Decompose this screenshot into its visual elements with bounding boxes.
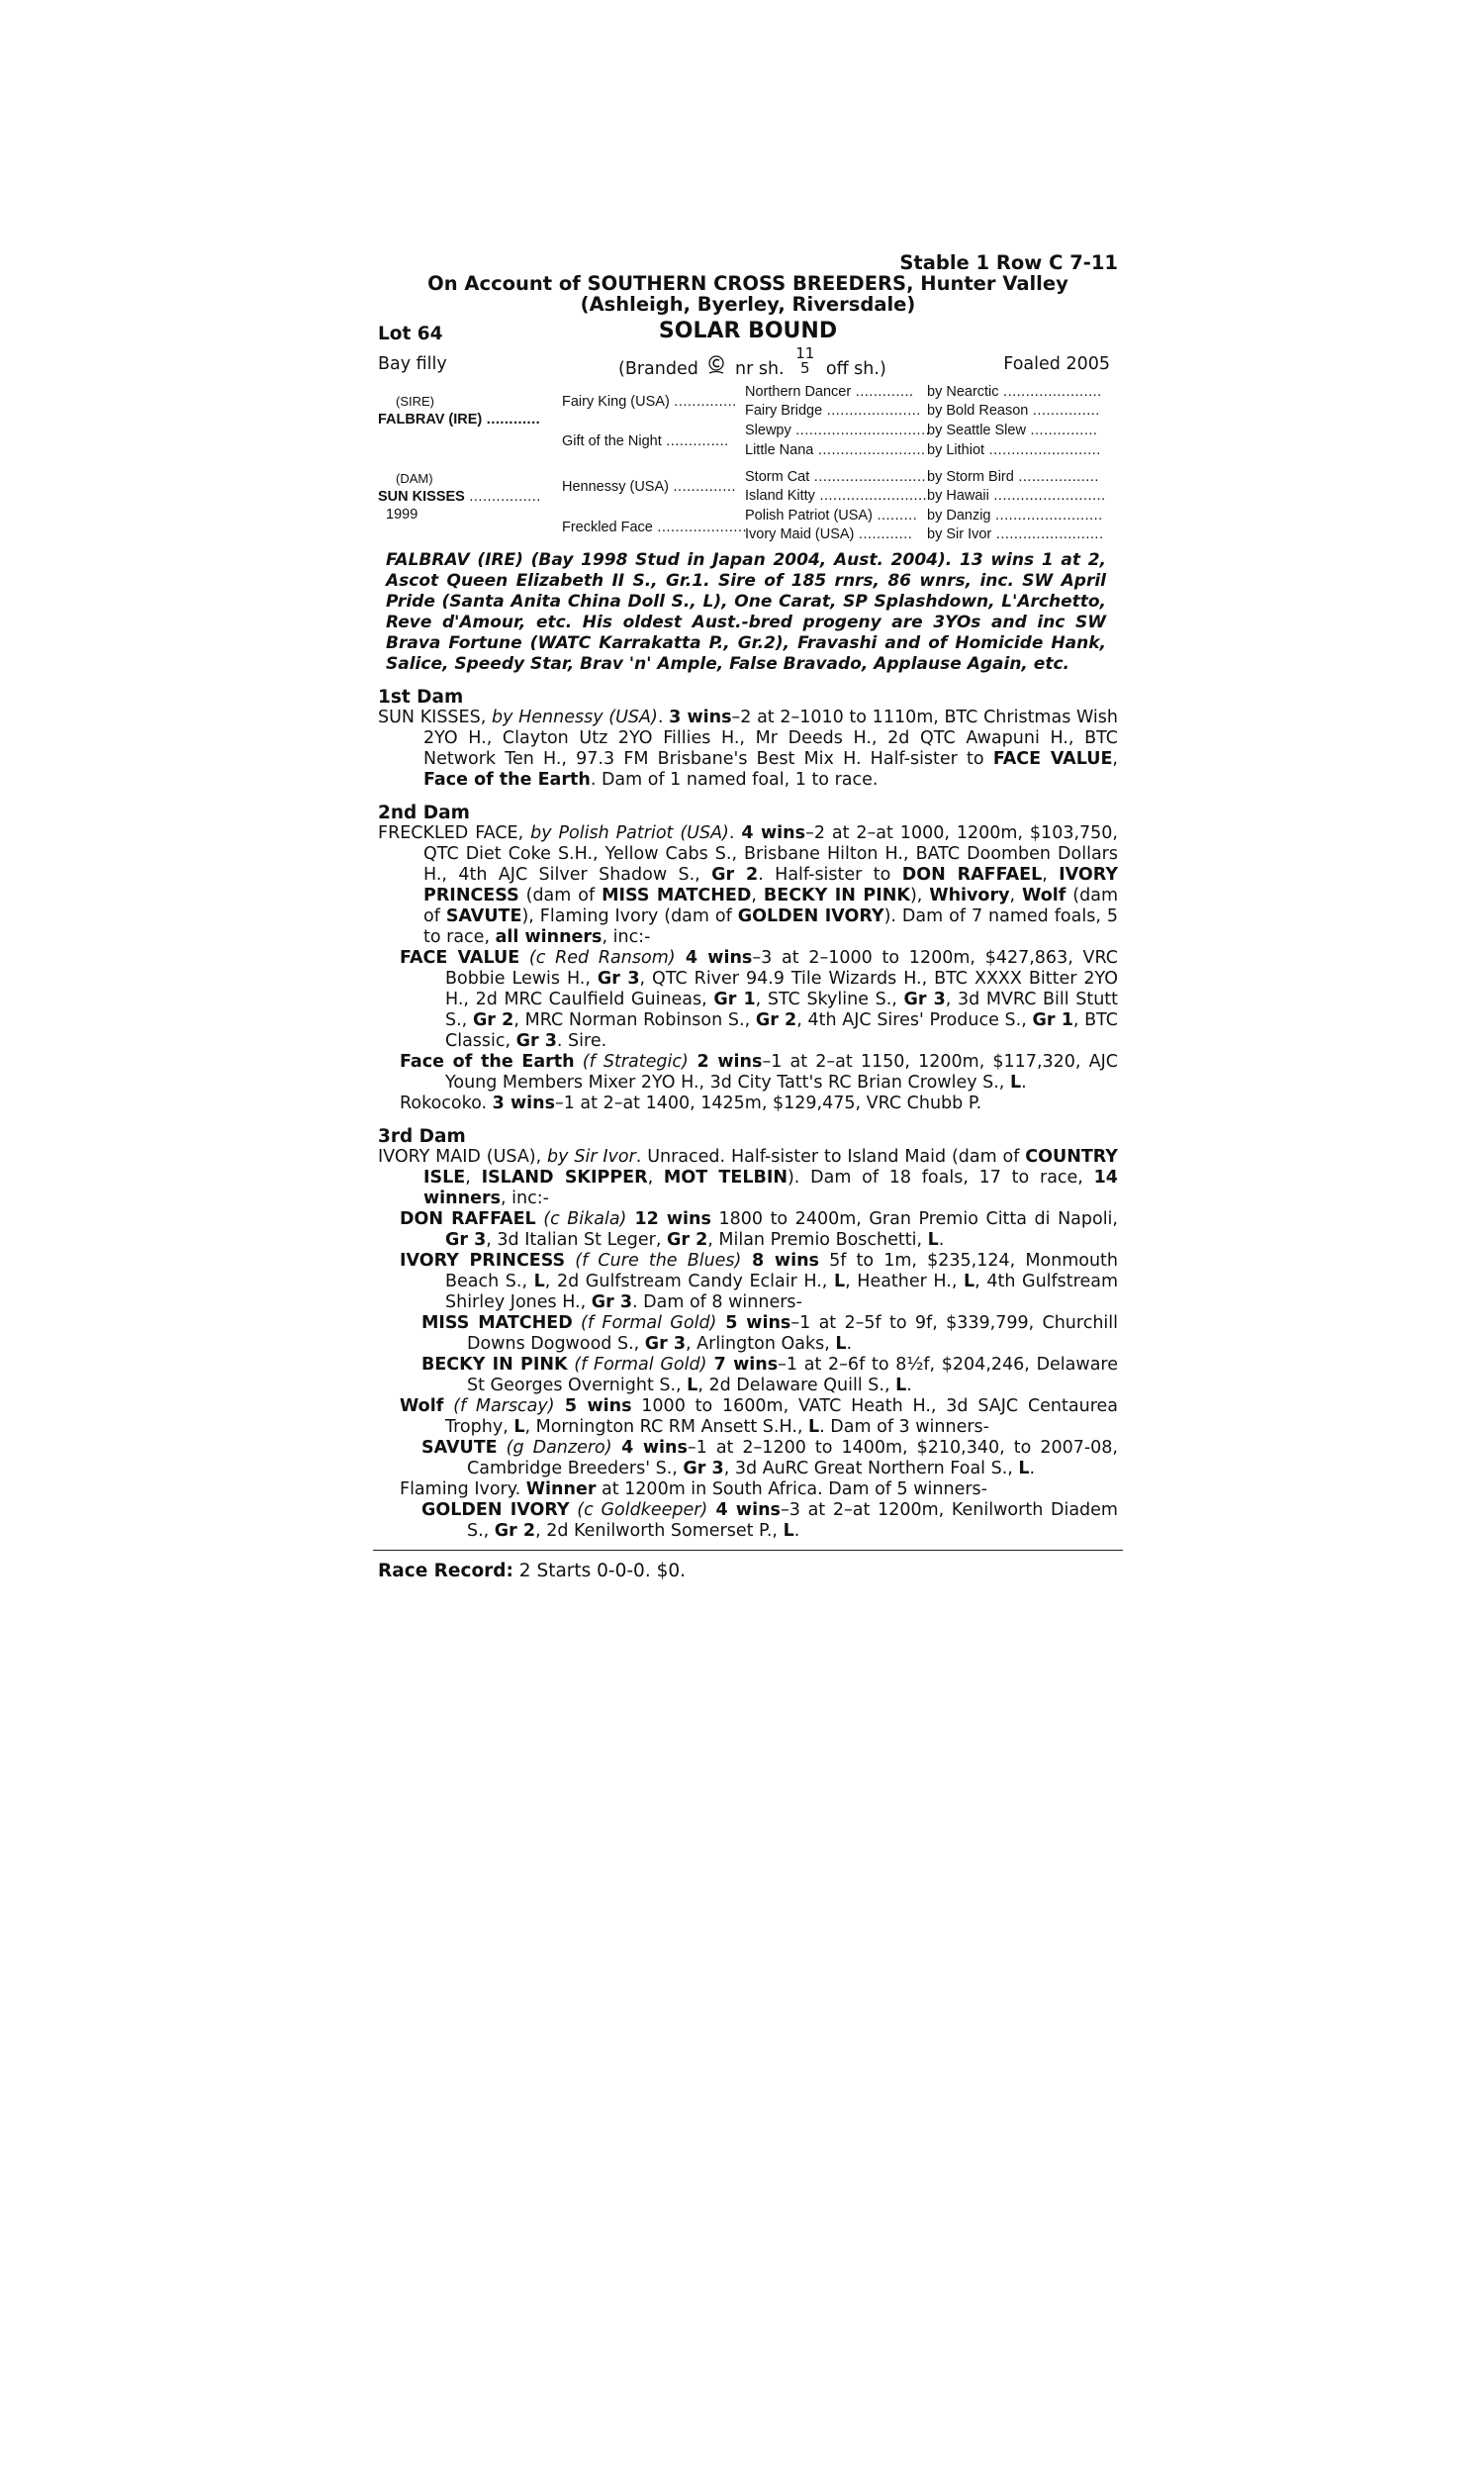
progeny-flaming-ivory: Flaming Ivory. Winner at 1200m in South Africa. Dam of 5 winners- (400, 1479, 987, 1499)
pedigree-g2-4: Freckled Face .................... (562, 520, 747, 535)
pedigree-g4-5: by Storm Bird .................. (927, 469, 1099, 485)
pedigree-g4-8: by Sir Ivor ........................ (927, 526, 1104, 542)
dam-tag: (DAM) (396, 471, 433, 486)
vendor-account: On Account of SOUTHERN CROSS BREEDERS, Hunter Valley (427, 272, 1068, 295)
progeny-becky-in-pink: BECKY IN PINK (f Formal Gold) 7 wins–1 at 2–6f to 8½f, $204,246, Delaware St Georges Overnight S., L, 2d Delaware Quill S., L. (421, 1355, 1119, 1395)
lot-number: Lot 64 (378, 324, 443, 344)
progeny-wolf: Wolf (f Marscay) 5 wins 1000 to 1600m, VATC Heath H., 3d SAJC Centaurea Trophy, L, Mornington RC RM Ansett S.H., L. Dam of 3 winners- (400, 1396, 1118, 1437)
pedigree-table (376, 384, 1120, 542)
sire-summary: FALBRAV (IRE) (Bay 1998 Stud in Japan 2004, Aust. 2004). 13 wins 1 at 2, Ascot Queen Elizabeth II S., Gr.1. Sire of 185 rnrs, 86 wnrs, inc. SW April Pride (Santa Anita China Doll S., L), One Carat, SP Splashdown, L'Archetto, Reve d'Amour, etc. His oldest Aust.-bred progeny are 3YOs and inc SW Brava Fortune (WATC Karrakatta P., Gr.2), Fravashi and of Homicide Hank, Salice, Speedy Star, Brav 'n' Ample, False Bravado, Applause Again, etc. (386, 550, 1106, 674)
pedigree-g3-3: Slewpy .............................. (745, 423, 931, 438)
pedigree-g3-8: Ivory Maid (USA) ............ (745, 526, 913, 542)
catalogue-page (376, 252, 1120, 1581)
pedigree-g4-4: by Lithiot ......................... (927, 442, 1101, 458)
pedigree-g4-1: by Nearctic ...................... (927, 384, 1102, 400)
third-dam-entry: IVORY MAID (USA), by Sir Ivor. Unraced. Half-sister to Island Maid (dam of COUNTRY ISLE, ISLAND SKIPPER, MOT TELBIN). Dam of 18 foals, 17 to race, 14 winners, inc:- (378, 1147, 1118, 1208)
stable-location: Stable 1 Row C 7-11 (899, 251, 1118, 274)
progeny-face-of-the-earth: Face of the Earth (f Strategic) 2 wins–1 at 2–at 1150, 1200m, $117,320, AJC Young Members Mixer 2YO H., 3d City Tatt's RC Brian Crowley S., L. (400, 1052, 1118, 1093)
brand-description: (Branded nr sh. 11 5 off sh.) (618, 344, 886, 379)
sire-name: FALBRAV (IRE) ............ (378, 412, 541, 428)
progeny-savute: SAVUTE (g Danzero) 4 wins–1 at 2–1200 to 1400m, $210,340, to 2007-08, Cambridge Breeders' S., Gr 3, 3d AuRC Great Northern Foal S., L. (421, 1438, 1118, 1478)
progeny-rokocoko: Rokocoko. 3 wins–1 at 2–at 1400, 1425m, $129,475, VRC Chubb P. (400, 1094, 982, 1113)
pedigree-g3-6: Island Kitty ........................ (745, 488, 928, 504)
pedigree-g3-1: Northern Dancer ............. (745, 384, 914, 400)
description-row (376, 346, 1120, 384)
pedigree-g4-3: by Seattle Slew ............... (927, 423, 1098, 438)
pedigree-g4-6: by Hawaii ......................... (927, 488, 1106, 504)
pedigree-g3-2: Fairy Bridge ..................... (745, 403, 921, 419)
foaled-year: Foaled 2005 (1003, 354, 1110, 374)
pedigree-g4-7: by Danzig ........................ (927, 508, 1103, 523)
section-divider (373, 1550, 1123, 1551)
pedigree-g3-4: Little Nana ........................ (745, 442, 926, 458)
horse-sex: Bay filly (378, 354, 447, 374)
pedigree-g4-2: by Bold Reason ............... (927, 403, 1100, 419)
progeny-don-raffael: DON RAFFAEL (c Bikala) 12 wins 1800 to 2400m, Gran Premio Citta di Napoli, Gr 3, 3d Italian St Leger, Gr 2, Milan Premio Boschetti, L. (400, 1209, 1118, 1250)
brand-fraction: 11 5 (795, 344, 815, 377)
first-dam-entry: SUN KISSES, by Hennessy (USA). 3 wins–2 at 2–1010 to 1110m, BTC Christmas Wish 2YO H., Clayton Utz 2YO Fillies H., Mr Deeds H., 2d QTC Awapuni H., BTC Network Ten H., 97.3 FM Brisbane's Best Mix H. Half-sister to FACE VALUE, Face of the Earth. Dam of 1 named foal, 1 to race. (378, 708, 1118, 790)
pedigree-g2-1: Fairy King (USA) .............. (562, 394, 737, 410)
race-record: Race Record: 2 Starts 0-0-0. $0. (378, 1561, 687, 1581)
dam-name: SUN KISSES ................ (378, 489, 541, 505)
brand-symbol-icon (707, 354, 725, 376)
pedigree-g2-2: Gift of the Night .............. (562, 433, 729, 449)
lot-row (376, 319, 1120, 346)
third-dam-heading: 3rd Dam (378, 1126, 466, 1147)
progeny-golden-ivory: GOLDEN IVORY (c Goldkeeper) 4 wins–3 at 2–at 1200m, Kenilworth Diadem S., Gr 2, 2d Kenilworth Somerset P., L. (421, 1500, 1118, 1541)
progeny-miss-matched: MISS MATCHED (f Formal Gold) 5 wins–1 at 2–5f to 9f, $339,799, Churchill Downs Dogwood S., Gr 3, Arlington Oaks, L. (421, 1313, 1119, 1354)
pedigree-g2-3: Hennessy (USA) .............. (562, 479, 736, 495)
second-dam-entry: FRECKLED FACE, by Polish Patriot (USA). 4 wins–2 at 2–at 1000, 1200m, $103,750, QTC Diet Coke S.H., Yellow Cabs S., Brisbane Hilton H., BATC Doomben Dollars H., 4th AJC Silver Shadow S., Gr 2. Half-sister to DON RAFFAEL, IVORY PRINCESS (dam of MISS MATCHED, BECKY IN PINK), Whivory, Wolf (dam of SAVUTE), Flaming Ivory (dam of GOLDEN IVORY). Dam of 7 named foals, 5 to race, all winners, inc:- (378, 823, 1118, 947)
progeny-face-value: FACE VALUE (c Red Ransom) 4 wins–3 at 2–1000 to 1200m, $427,863, VRC Bobbie Lewis H., Gr 3, QTC River 94.9 Tile Wizards H., BTC XXXX Bitter 2YO H., 2d MRC Caulfield Guineas, Gr 1, STC Skyline S., Gr 3, 3d MVRC Bill Stutt S., Gr 2, MRC Norman Robinson S., Gr 2, 4th AJC Sires' Produce S., Gr 1, BTC Classic, Gr 3. Sire. (400, 948, 1119, 1051)
vendor-studs: (Ashleigh, Byerley, Riversdale) (580, 293, 916, 316)
dam-foal-year: 1999 (386, 507, 418, 523)
second-dam-heading: 2nd Dam (378, 803, 470, 823)
progeny-ivory-princess: IVORY PRINCESS (f Cure the Blues) 8 wins 5f to 1m, $235,124, Monmouth Beach S., L, 2d Gulfstream Candy Eclair H., L, Heather H., L, 4th Gulfstream Shirley Jones H., Gr 3. Dam of 8 winners- (400, 1251, 1119, 1312)
first-dam-heading: 1st Dam (378, 687, 464, 708)
sire-tag: (SIRE) (396, 394, 434, 409)
pedigree-g3-7: Polish Patriot (USA) ......... (745, 508, 918, 523)
pedigree-g3-5: Storm Cat ......................... (745, 469, 927, 485)
horse-name: SOLAR BOUND (658, 319, 838, 343)
